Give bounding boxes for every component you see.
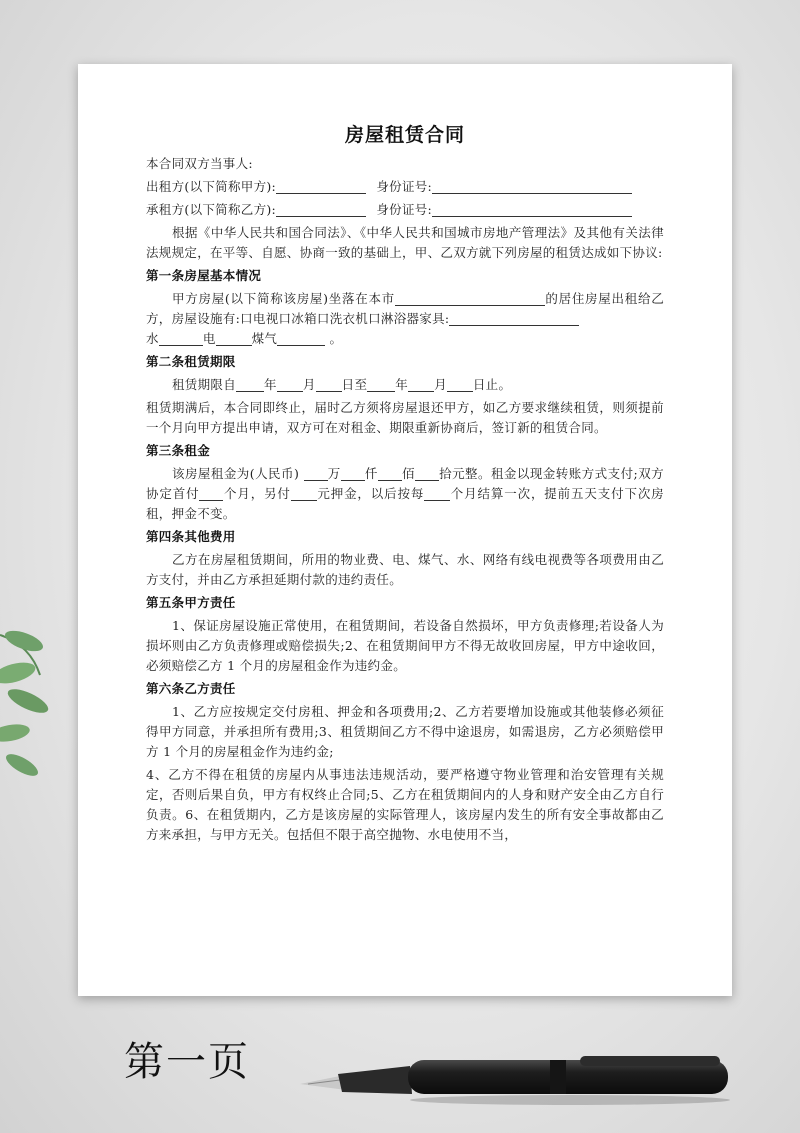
section-6-text-1: 1、乙方应按规定交付房租、押金和各项费用;2、乙方若要增加设施或其他装修必须征得甲方同意，并承担所有费用;3、租赁期间乙方不得中途退房，如需退房，乙方必须赔偿甲方 1 个月的房屋租金作为违约金; (146, 704, 664, 759)
contract-title: 房屋租赁合同 (344, 124, 465, 146)
start-day-blank[interactable] (316, 377, 342, 392)
lessee-id-blank[interactable] (432, 202, 632, 217)
deposit-blank[interactable] (291, 486, 317, 501)
end-day-blank[interactable] (447, 377, 473, 392)
section-6-text-2: 4、乙方不得在租赁的房屋内从事违法违规活动，要严格遵守物业管理和治安管理有关规定，否则后果自负，甲方有权终止合同;5、乙方在租赁期间内的人身和财产安全由乙方自行负责。6、在租赁期内，乙方是该房屋的实际管理人，该房屋内发生的所有安全事故都由乙方来承担，与甲方无关。包括但不限于高空抛物、水电使用不当， (146, 767, 664, 842)
section-6-heading: 第六条乙方责任 (146, 681, 236, 696)
section-1-text: 甲方房屋(以下简称该房屋)坐落在本市 的居住房屋出租给乙方，房屋设施有:口电视口冰箱口洗衣机口淋浴器家具: 水 电 煤气 。 (146, 291, 665, 346)
start-month-blank[interactable] (277, 377, 303, 392)
shi-blank[interactable] (415, 466, 439, 481)
end-month-blank[interactable] (408, 377, 434, 392)
wan-blank[interactable] (304, 466, 328, 481)
section-2-text: 租赁期满后，本合同即终止，届时乙方须将房屋退还甲方，如乙方要求继续租赁，则须提前一个月向甲方提出申请，双方可在对租金、期限重新协商后，签订新的租赁合同。 (146, 400, 664, 435)
end-year-blank[interactable] (367, 377, 395, 392)
electricity-blank[interactable] (216, 331, 252, 346)
address-blank[interactable] (395, 291, 545, 306)
lessee-name-blank[interactable] (276, 202, 366, 217)
lessee-line: 承租方(以下简称乙方): 身份证号: (146, 200, 664, 220)
section-3-text: 该房屋租金为(人民币) 万 仟 佰 拾元整。租金以现金转账方式支付;双方协定首付 个月，另付 元押金，以后按每 个月结算一次，提前五天支付下次房租，押金不变。 (146, 466, 664, 521)
page-caption: 第一页 (124, 1039, 250, 1085)
furniture-blank[interactable] (449, 311, 579, 326)
contract-page (78, 64, 732, 996)
first-months-blank[interactable] (199, 486, 223, 501)
settle-months-blank[interactable] (424, 486, 450, 501)
plant-leaves-decoration (0, 605, 80, 805)
section-3-heading: 第三条租金 (146, 443, 211, 458)
section-5-text: 1、保证房屋设施正常使用，在租赁期间，若设备自然损坏，甲方负责修理;若设备人为损坏则由乙方负责修理或赔偿损失;2、在租赁期间甲方不得无故收回房屋，甲方中途收回，必须赔偿乙方 1 个月的房屋租金作为违约金。 (146, 618, 664, 673)
lessor-name-blank[interactable] (276, 179, 366, 194)
fountain-pen-decoration (300, 1038, 740, 1108)
preamble: 根据《中华人民共和国合同法》、《中华人民共和国城市房地产管理法》及其他有关法律法规规定，在平等、自愿、协商一致的基础上，甲、乙双方就下列房屋的租赁达成如下协议: (146, 225, 664, 260)
section-2-heading: 第二条租赁期限 (146, 354, 236, 369)
start-year-blank[interactable] (236, 377, 264, 392)
lessor-line: 出租方(以下简称甲方): 身份证号: (146, 177, 664, 197)
parties-intro: 本合同双方当事人: (146, 156, 253, 171)
section-4-text: 乙方在房屋租赁期间，所用的物业费、电、煤气、水、网络有线电视费等各项费用由乙方支付，并由乙方承担延期付款的违约责任。 (146, 552, 664, 587)
bai-blank[interactable] (378, 466, 402, 481)
water-blank[interactable] (159, 331, 203, 346)
section-2-period: 租赁期限自 年 月 日至 年 月 日止。 (172, 377, 512, 392)
section-4-heading: 第四条其他费用 (146, 529, 236, 544)
lessor-id-blank[interactable] (432, 179, 632, 194)
qian-blank[interactable] (341, 466, 365, 481)
section-5-heading: 第五条甲方责任 (146, 595, 236, 610)
gas-blank[interactable] (277, 331, 325, 346)
section-1-heading: 第一条房屋基本情况 (146, 268, 262, 283)
contract-content (146, 122, 664, 848)
